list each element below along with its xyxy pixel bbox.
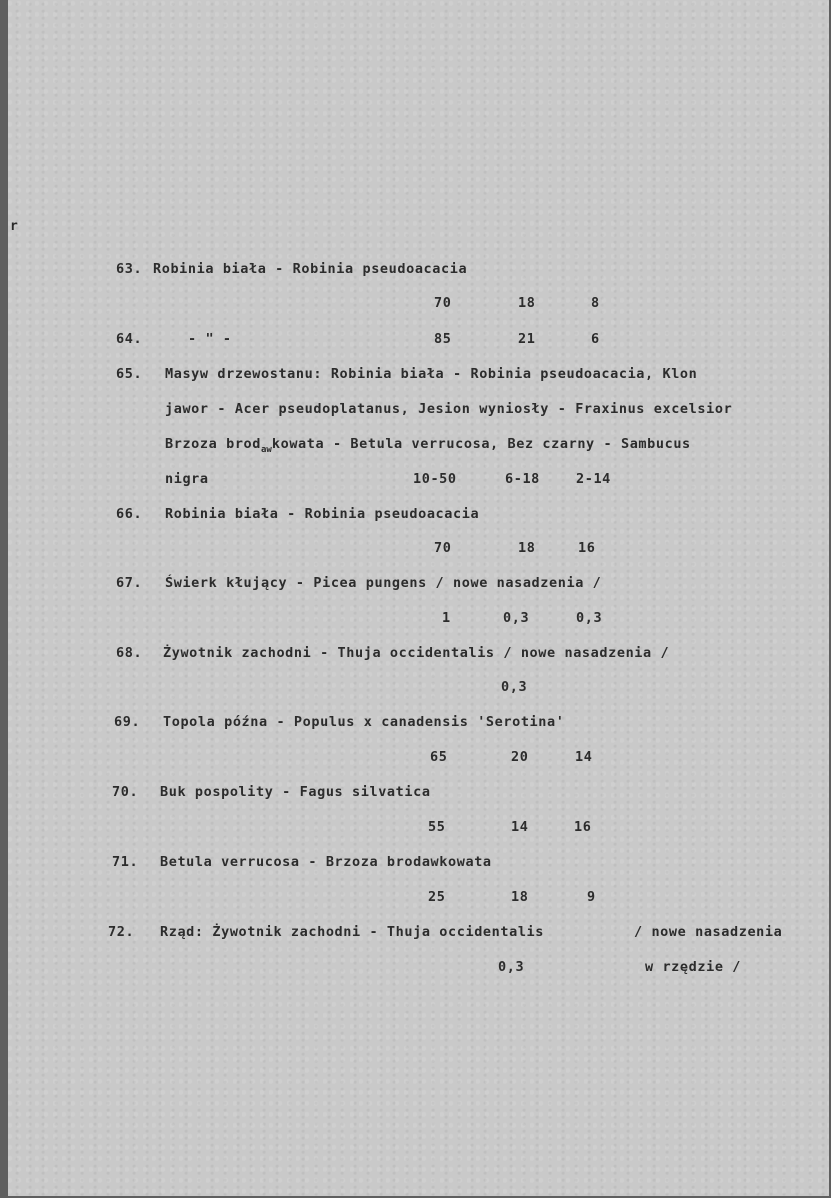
entry-number: 63. [116, 261, 143, 277]
value-col2: 0,3 [498, 959, 525, 975]
entry-name: Buk pospolity - Fagus silvatica [160, 784, 431, 800]
value-col3: 16 [574, 819, 592, 835]
entry-number: 71. [112, 854, 139, 870]
value-col2: 18 [511, 889, 529, 905]
entry-name: Topola późna - Populus x canadensis 'Serotina' [163, 714, 565, 730]
entry-name-tail: w rzędzie / [645, 959, 742, 975]
entry-name: Żywotnik zachodni - Thuja occidentalis / nowe nasadzenia / [163, 645, 670, 661]
entry-name: - " - [188, 331, 232, 347]
entry-name: Robinia biała - Robinia pseudoacacia [153, 261, 468, 277]
entry-name-line: nigra [165, 471, 209, 487]
value-col1: 85 [434, 331, 452, 347]
value-col2: 21 [518, 331, 536, 347]
entry-number: 65. [116, 366, 143, 382]
value-col1: 65 [430, 749, 448, 765]
subscript-insertion: aw [261, 445, 272, 455]
entry-number: 68. [116, 645, 143, 661]
value-col2: 0,3 [503, 610, 530, 626]
entry-name: Betula verrucosa - Brzoza brodawkowata [160, 854, 492, 870]
entry-number: 70. [112, 784, 139, 800]
value-col1: 10-50 [413, 471, 457, 487]
entry-name-line: jawor - Acer pseudoplatanus, Jesion wyniosły - Fraxinus excelsior [165, 401, 733, 417]
value-col2: 14 [511, 819, 529, 835]
value-col2: 0,3 [501, 679, 528, 695]
entry-name: Robinia biała - Robinia pseudoacacia [165, 506, 480, 522]
margin-mark: r [10, 219, 18, 234]
entry-number: 64. [116, 331, 143, 347]
value-col2: 18 [518, 540, 536, 556]
entry-name-tail: / nowe nasadzenia [634, 924, 783, 940]
entry-name: Rząd: Żywotnik zachodni - Thuja occidentalis [160, 924, 545, 940]
value-col3: 8 [591, 295, 600, 311]
value-col3: 16 [578, 540, 596, 556]
value-col3: 14 [575, 749, 593, 765]
entry-number: 67. [116, 575, 143, 591]
value-col2: 6-18 [505, 471, 540, 487]
value-col2: 20 [511, 749, 529, 765]
value-col1: 70 [434, 295, 452, 311]
value-col1: 70 [434, 540, 452, 556]
value-col1: 55 [428, 819, 446, 835]
entry-number: 66. [116, 506, 143, 522]
document-page [8, 0, 829, 1196]
entry-name: Świerk kłujący - Picea pungens / nowe nasadzenia / [165, 575, 602, 591]
value-col1: 1 [442, 610, 451, 626]
entry-number: 69. [114, 714, 141, 730]
value-col2: 18 [518, 295, 536, 311]
value-col3: 0,3 [576, 610, 603, 626]
value-col3: 9 [587, 889, 596, 905]
entry-name-line: Masyw drzewostanu: Robinia biała - Robinia pseudoacacia, Klon [165, 366, 698, 382]
value-col1: 25 [428, 889, 446, 905]
entry-number: 72. [108, 924, 135, 940]
value-col3: 2-14 [576, 471, 611, 487]
value-col3: 6 [591, 331, 600, 347]
entry-name-line: Brzoza brod$_{aw}$kowata - Betula verrucosa, Bez czarny - Sambucus [165, 436, 691, 455]
